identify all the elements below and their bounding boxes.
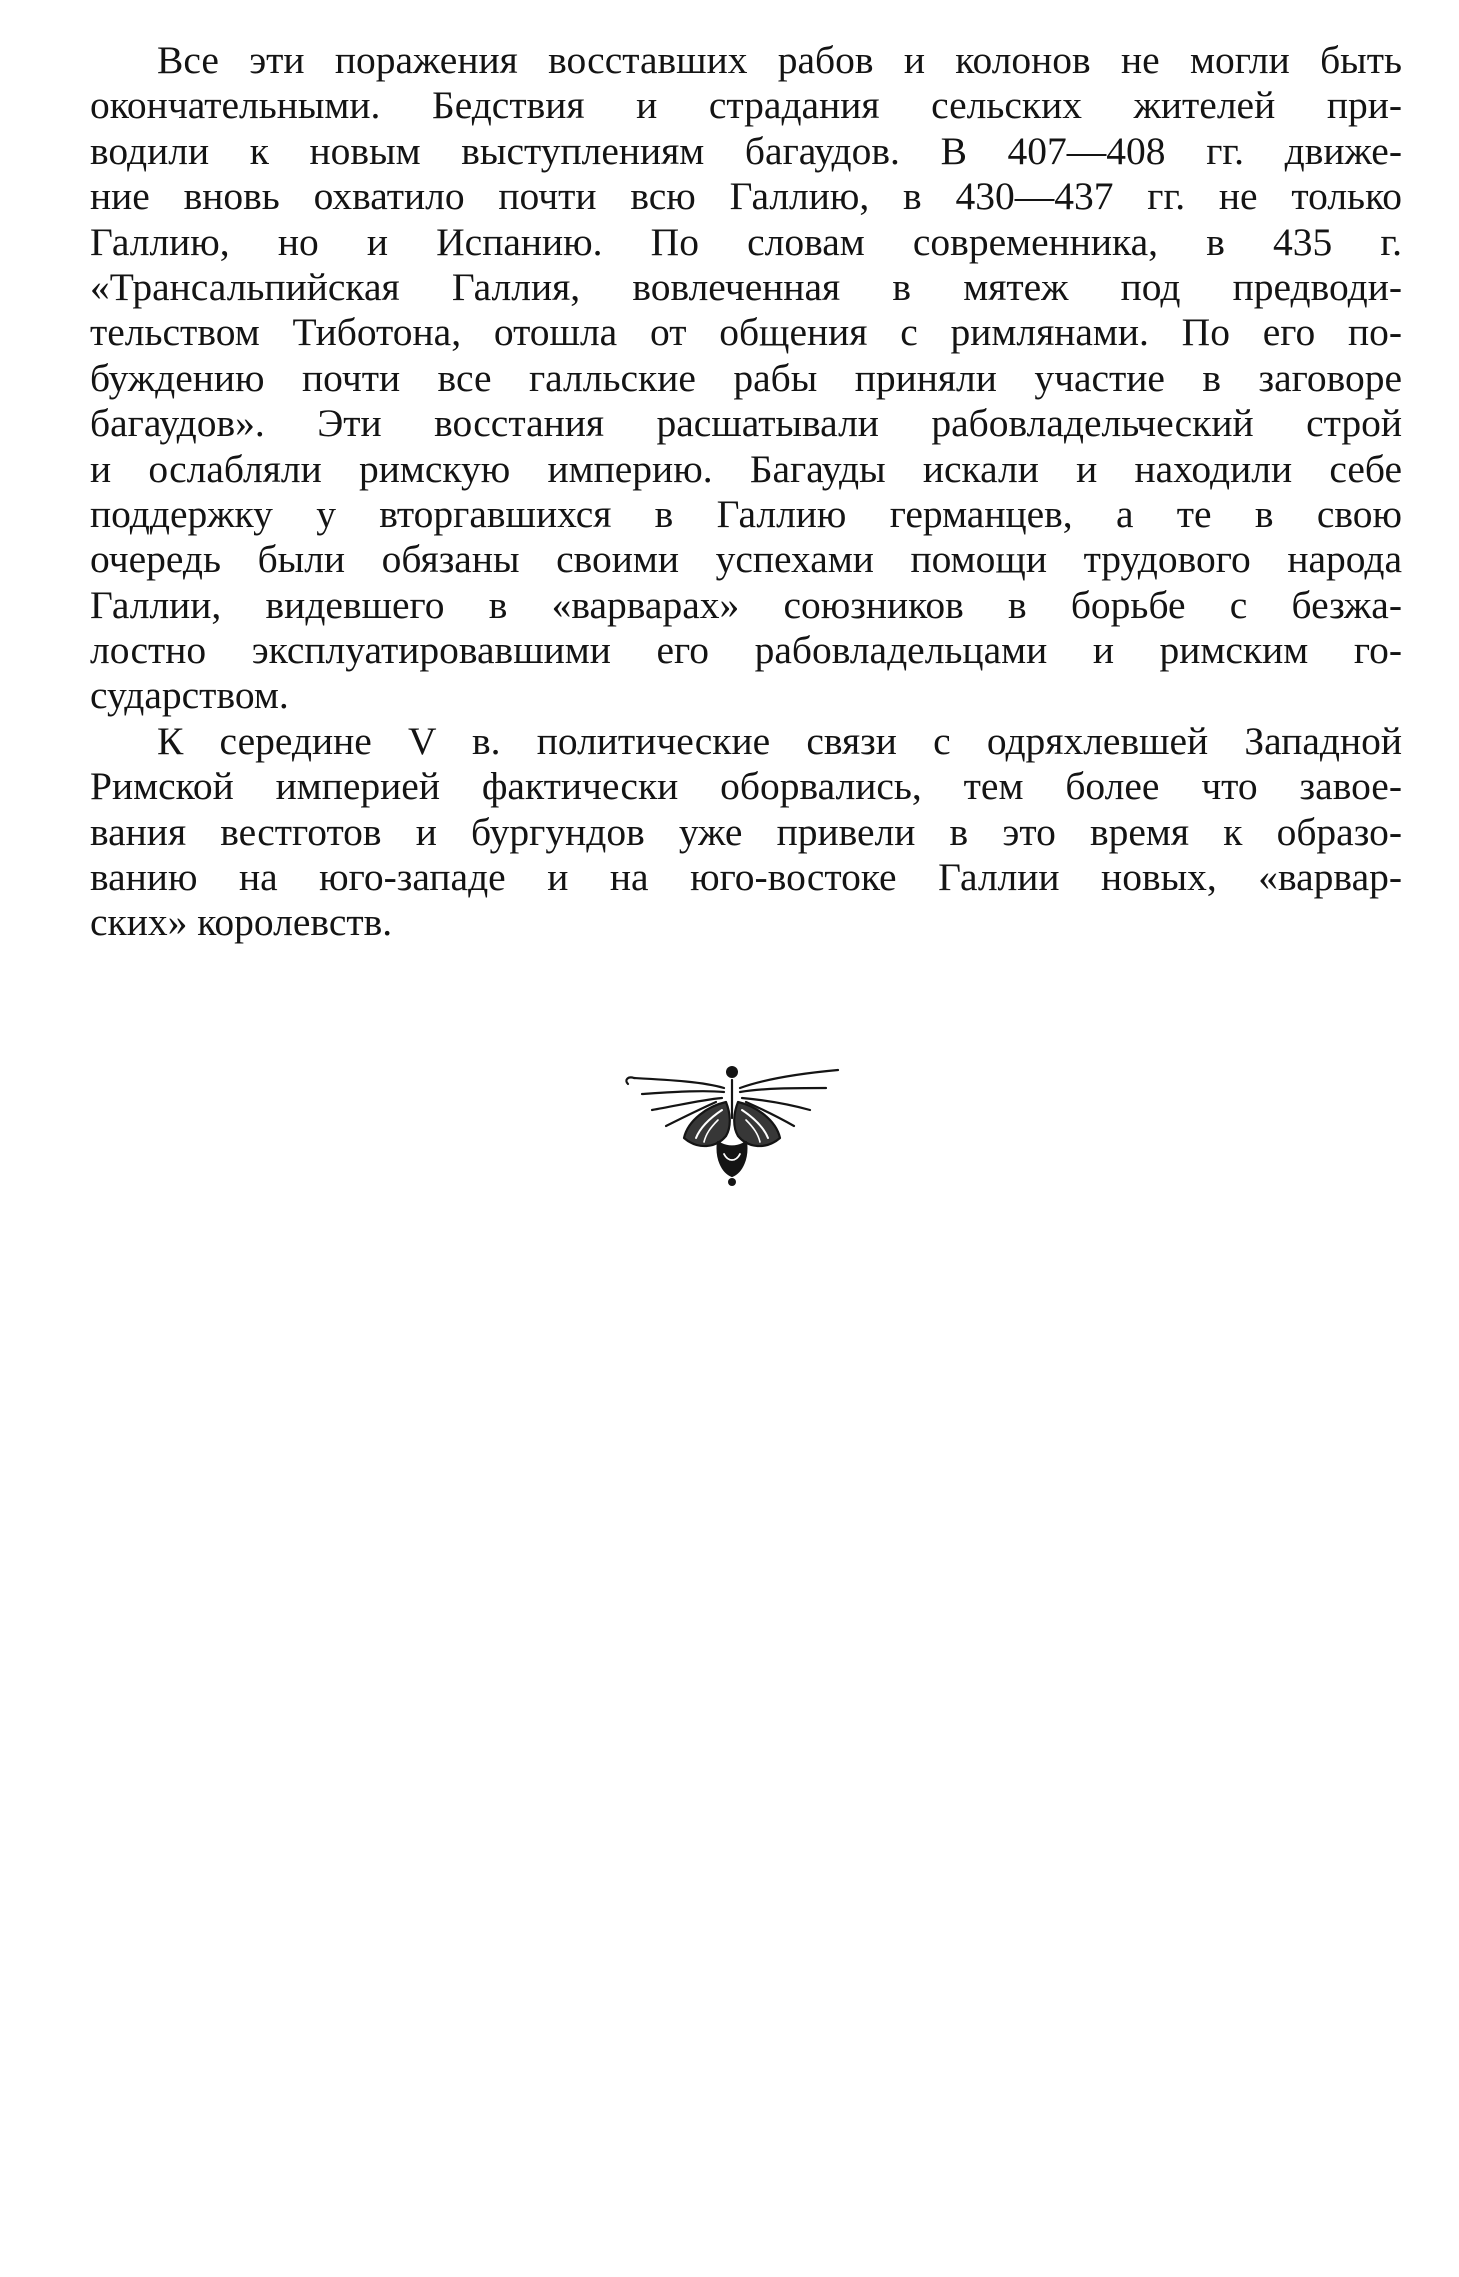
text-line: К середине V в. политические связи с одряхлевшей Западной bbox=[157, 718, 1402, 763]
floral-vignette-icon bbox=[612, 1058, 852, 1190]
paragraph-1 bbox=[90, 38, 1402, 719]
paragraph-2 bbox=[90, 719, 1402, 946]
text-line: Галлию, но и Испанию. По словам современника, в 435 г. bbox=[90, 219, 1402, 264]
text-line: ние вновь охватило почти всю Галлию, в 430—437 гг. не только bbox=[90, 174, 1402, 219]
text-line: лостно эксплуатировавшими его рабовладельцами и римским го- bbox=[90, 628, 1402, 673]
text-line: Галлии, видевшего в «варварах» союзников в борьбе с безжа- bbox=[90, 582, 1402, 627]
text-line: буждению почти все галльские рабы приняли участие в заговоре bbox=[90, 355, 1402, 400]
text-line: тельством Тиботона, отошла от общения с римлянами. По его по- bbox=[90, 310, 1402, 355]
body-text bbox=[90, 38, 1402, 946]
text-line: очередь были обязаны своими успехами помощи трудового народа bbox=[90, 537, 1402, 582]
text-line: вания вестготов и бургундов уже привели в это время к образо- bbox=[90, 809, 1402, 854]
text-line: Все эти поражения восставших рабов и колонов не могли быть bbox=[157, 38, 1402, 82]
text-line: Римской империей фактически оборвались, тем более что завое- bbox=[90, 764, 1402, 809]
text-line: окончательными. Бедствия и страдания сельских жителей при- bbox=[90, 83, 1402, 128]
text-line: «Трансальпийская Галлия, вовлеченная в мятеж под предводи- bbox=[90, 264, 1402, 309]
text-line: ванию на юго-западе и на юго-востоке Галлии новых, «варвар- bbox=[90, 855, 1402, 900]
text-line: водили к новым выступлениям багаудов. В 407—408 гг. движе- bbox=[90, 128, 1402, 173]
text-line: багаудов». Эти восстания расшатывали рабовладельческий строй bbox=[90, 401, 1402, 446]
text-line: ских» королевств. bbox=[90, 900, 393, 945]
text-line: и ослабляли римскую империю. Багауды искали и находили себе bbox=[90, 446, 1402, 491]
text-line: поддержку у вторгавшихся в Галлию германцев, а те в свою bbox=[90, 491, 1402, 536]
text-line: сударством. bbox=[90, 673, 289, 718]
